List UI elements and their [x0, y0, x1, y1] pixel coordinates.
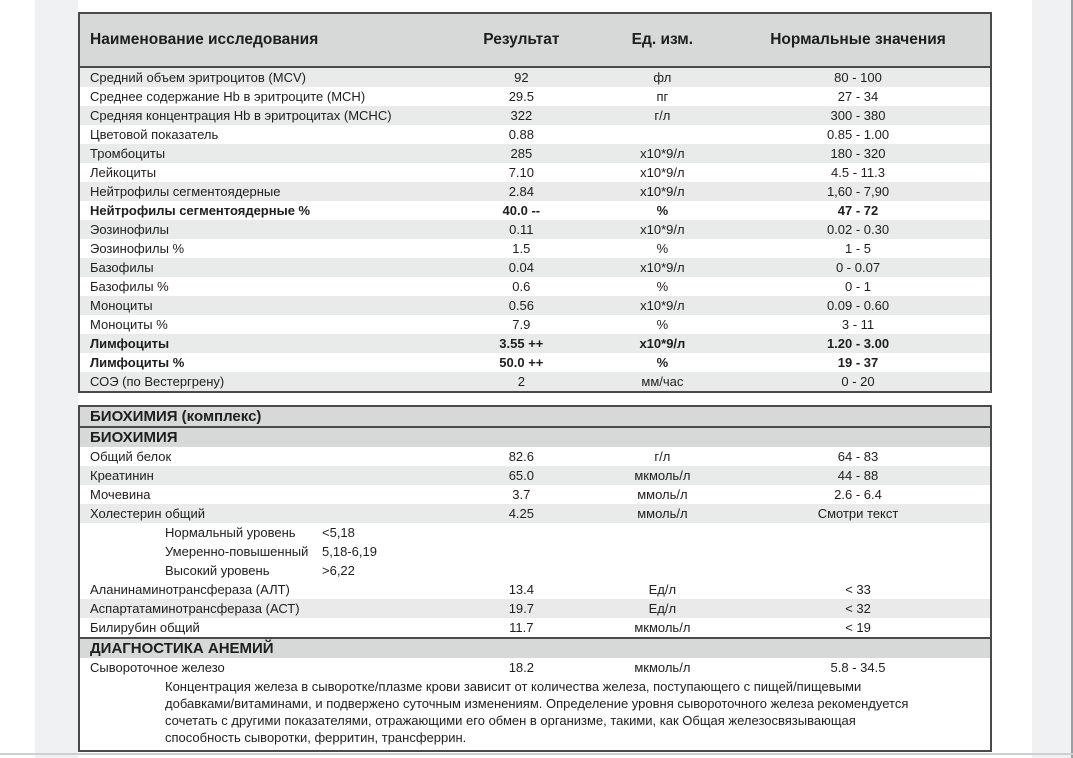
test-name: Билирубин общий [90, 620, 200, 635]
result-value: 285 [510, 146, 533, 161]
scale-label: Высокий уровень [165, 563, 270, 578]
result-value: 0.11 [509, 222, 534, 237]
normal-range: 80 - 100 [834, 70, 882, 85]
unit-value: х10*9/л [640, 184, 685, 199]
table-row [80, 258, 990, 277]
test-name: Аспартатаминотрансфераза (АСТ) [90, 601, 300, 616]
test-name: Тромбоциты [90, 146, 166, 161]
column-header-name: Наименование исследования [90, 31, 319, 48]
unit-value: г/л [654, 108, 671, 123]
unit-value: х10*9/л [640, 146, 685, 161]
result-value: 19.7 [508, 601, 534, 616]
cholesterol-scale-row [80, 542, 990, 561]
table-row [80, 618, 990, 637]
result-value: 4.25 [508, 506, 534, 521]
normal-range: < 32 [845, 601, 871, 616]
column-header-result: Результат [483, 31, 560, 48]
test-name: Средняя концентрация Hb в эритроцитах (MCHC) [90, 108, 392, 123]
test-name: Креатинин [90, 468, 154, 483]
scale-label: Умеренно-повышенный [165, 544, 309, 559]
test-name: Сывороточное железо [90, 660, 225, 675]
test-name: Средний объем эритроцитов (MCV) [90, 70, 306, 85]
normal-range: 27 - 34 [837, 89, 879, 104]
column-header-normal: Нормальные значения [770, 31, 946, 48]
unit-value: мкмоль/л [634, 620, 691, 635]
table-row [80, 315, 990, 334]
result-value: 65.0 [508, 468, 534, 483]
table-row [80, 504, 990, 523]
result-value: 2 [517, 374, 525, 389]
unit-value: мкмоль/л [634, 660, 691, 675]
test-name: Нейтрофилы сегментоядерные % [90, 203, 311, 218]
table-row [80, 87, 990, 106]
biochem-table [78, 405, 992, 752]
result-value: 322 [510, 108, 533, 123]
result-value: 50.0 ++ [499, 355, 544, 370]
result-value: 7.10 [508, 165, 534, 180]
unit-value: х10*9/л [639, 336, 686, 351]
test-name: Моноциты [90, 298, 153, 313]
test-name: Эозинофилы [90, 222, 169, 237]
result-value: 0.88 [508, 127, 534, 142]
scale-value: >6,22 [322, 563, 355, 578]
test-name: Мочевина [90, 487, 151, 502]
result-value: 3.55 ++ [499, 336, 544, 351]
unit-value: % [656, 241, 669, 256]
test-name: Аланинаминотрансфераза (АЛТ) [90, 582, 290, 597]
normal-range: 64 - 83 [837, 449, 879, 464]
table-row [80, 466, 990, 485]
table-gap [78, 393, 992, 405]
normal-range: 300 - 380 [830, 108, 886, 123]
unit-value: ммоль/л [637, 506, 688, 521]
unit-value: мкмоль/л [634, 468, 691, 483]
cbc-table-header [80, 14, 990, 68]
column-header-unit: Ед. изм. [631, 31, 694, 48]
normal-range: 0 - 0.07 [835, 260, 881, 275]
normal-range: 1 - 5 [845, 241, 872, 256]
table-row [80, 182, 990, 201]
section-header-biochem-panel: БИОХИМИЯ (комплекс) [80, 407, 990, 428]
normal-range: 47 - 72 [837, 203, 879, 218]
table-row [80, 106, 990, 125]
scale-label: Нормальный уровень [165, 525, 296, 540]
normal-range: < 19 [845, 620, 871, 635]
test-name: Моноциты % [90, 317, 168, 332]
result-value: 92 [514, 70, 529, 85]
normal-range: 0 - 20 [841, 374, 875, 389]
result-value: 82.6 [508, 449, 534, 464]
test-name: Лейкоциты [90, 165, 157, 180]
table-row [80, 277, 990, 296]
unit-value: пг [656, 89, 669, 104]
iron-comment-line: Концентрация железа в сыворотке/плазме крови зависит от количества железа, поступающего с пищей/пищевыми [165, 679, 862, 694]
test-name: СОЭ (по Вестергрену) [90, 374, 225, 389]
right-page-margin [1032, 0, 1073, 758]
unit-value: Ед/л [648, 582, 677, 597]
normal-range: 4.5 - 11.3 [831, 165, 885, 180]
result-value: 29.5 [508, 89, 534, 104]
page-bottom-divider [0, 753, 1073, 755]
normal-range: 1,60 - 7,90 [826, 184, 890, 199]
unit-value: г/л [654, 449, 671, 464]
table-row [80, 353, 990, 372]
unit-value: мм/час [641, 374, 684, 389]
table-row [80, 580, 990, 599]
cbc-table [78, 12, 992, 393]
unit-value: х10*9/л [640, 298, 685, 313]
normal-range: 1.20 - 3.00 [826, 336, 890, 351]
scale-value: <5,18 [322, 525, 355, 540]
normal-range: < 33 [845, 582, 871, 597]
table-row [80, 485, 990, 504]
section-header-anemia: ДИАГНОСТИКА АНЕМИЙ [80, 637, 990, 658]
test-name: Среднее содержание Hb в эритроците (MCH) [90, 89, 366, 104]
table-row [80, 125, 990, 144]
section-header-biochem: БИОХИМИЯ [80, 428, 990, 447]
table-row [80, 68, 990, 87]
result-value: 2.84 [508, 184, 534, 199]
normal-range: 19 - 37 [837, 355, 879, 370]
table-row [80, 599, 990, 618]
test-name: Базофилы % [90, 279, 169, 294]
unit-value: % [656, 203, 669, 218]
test-name: Нейтрофилы сегментоядерные [90, 184, 281, 199]
cholesterol-scale-row [80, 561, 990, 580]
table-row [80, 201, 990, 220]
result-value: 11.7 [509, 620, 534, 635]
result-value: 18.2 [508, 660, 534, 675]
normal-range: 44 - 88 [837, 468, 879, 483]
result-value: 0.6 [512, 279, 531, 294]
iron-comment-line: способность сыворотки, ферритин, трансферрин. [165, 730, 467, 745]
cholesterol-scale-row [80, 523, 990, 542]
table-row [80, 296, 990, 315]
result-value: 3.7 [512, 487, 531, 502]
result-value: 1.5 [512, 241, 531, 256]
unit-value: х10*9/л [640, 260, 685, 275]
table-row [80, 372, 990, 391]
result-value: 0.04 [508, 260, 534, 275]
table-row [80, 144, 990, 163]
test-name: Эозинофилы % [90, 241, 185, 256]
test-name: Общий белок [90, 449, 172, 464]
normal-range: 0 - 1 [845, 279, 872, 294]
unit-value: % [656, 317, 669, 332]
iron-comment-line: добавками/витаминами, и подвержено суточным изменениям. Определение уровня сывороточного железа рекомендуется [165, 696, 909, 711]
normal-range: 2.6 - 6.4 [834, 487, 882, 502]
normal-range: Смотри текст [817, 506, 899, 521]
test-name: Лимфоциты [90, 336, 170, 351]
unit-value: % [656, 355, 669, 370]
unit-value: ммоль/л [637, 487, 688, 502]
result-value: 0.56 [508, 298, 534, 313]
result-value: 13.4 [508, 582, 534, 597]
table-row [80, 220, 990, 239]
unit-value: фл [653, 70, 672, 85]
lab-report-page [78, 12, 992, 752]
unit-value [599, 125, 726, 144]
table-row [80, 658, 990, 677]
normal-range: 0.85 - 1.00 [826, 127, 890, 142]
unit-value: х10*9/л [640, 222, 685, 237]
normal-range: 5.8 - 34.5 [830, 660, 886, 675]
normal-range: 180 - 320 [830, 146, 886, 161]
unit-value: % [656, 279, 669, 294]
scale-value: 5,18-6,19 [322, 544, 377, 559]
result-value: 40.0 -- [502, 203, 541, 218]
test-name: Холестерин общий [90, 506, 206, 521]
normal-range: 0.02 - 0.30 [826, 222, 890, 237]
table-row [80, 447, 990, 466]
unit-value: х10*9/л [640, 165, 685, 180]
table-row [80, 334, 990, 353]
table-row [80, 239, 990, 258]
normal-range: 3 - 11 [841, 317, 875, 332]
unit-value: Ед/л [648, 601, 677, 616]
test-name: Цветовой показатель [90, 127, 219, 142]
normal-range: 0.09 - 0.60 [826, 298, 890, 313]
table-row [80, 163, 990, 182]
result-value: 7.9 [512, 317, 531, 332]
iron-comment [80, 677, 990, 750]
left-page-margin [35, 0, 78, 758]
test-name: Базофилы [90, 260, 154, 275]
iron-comment-line: сочетать с другими показателями, отражающими его обмен в организме, такими, как Общая железосвязывающая [165, 713, 856, 728]
test-name: Лимфоциты % [90, 355, 185, 370]
